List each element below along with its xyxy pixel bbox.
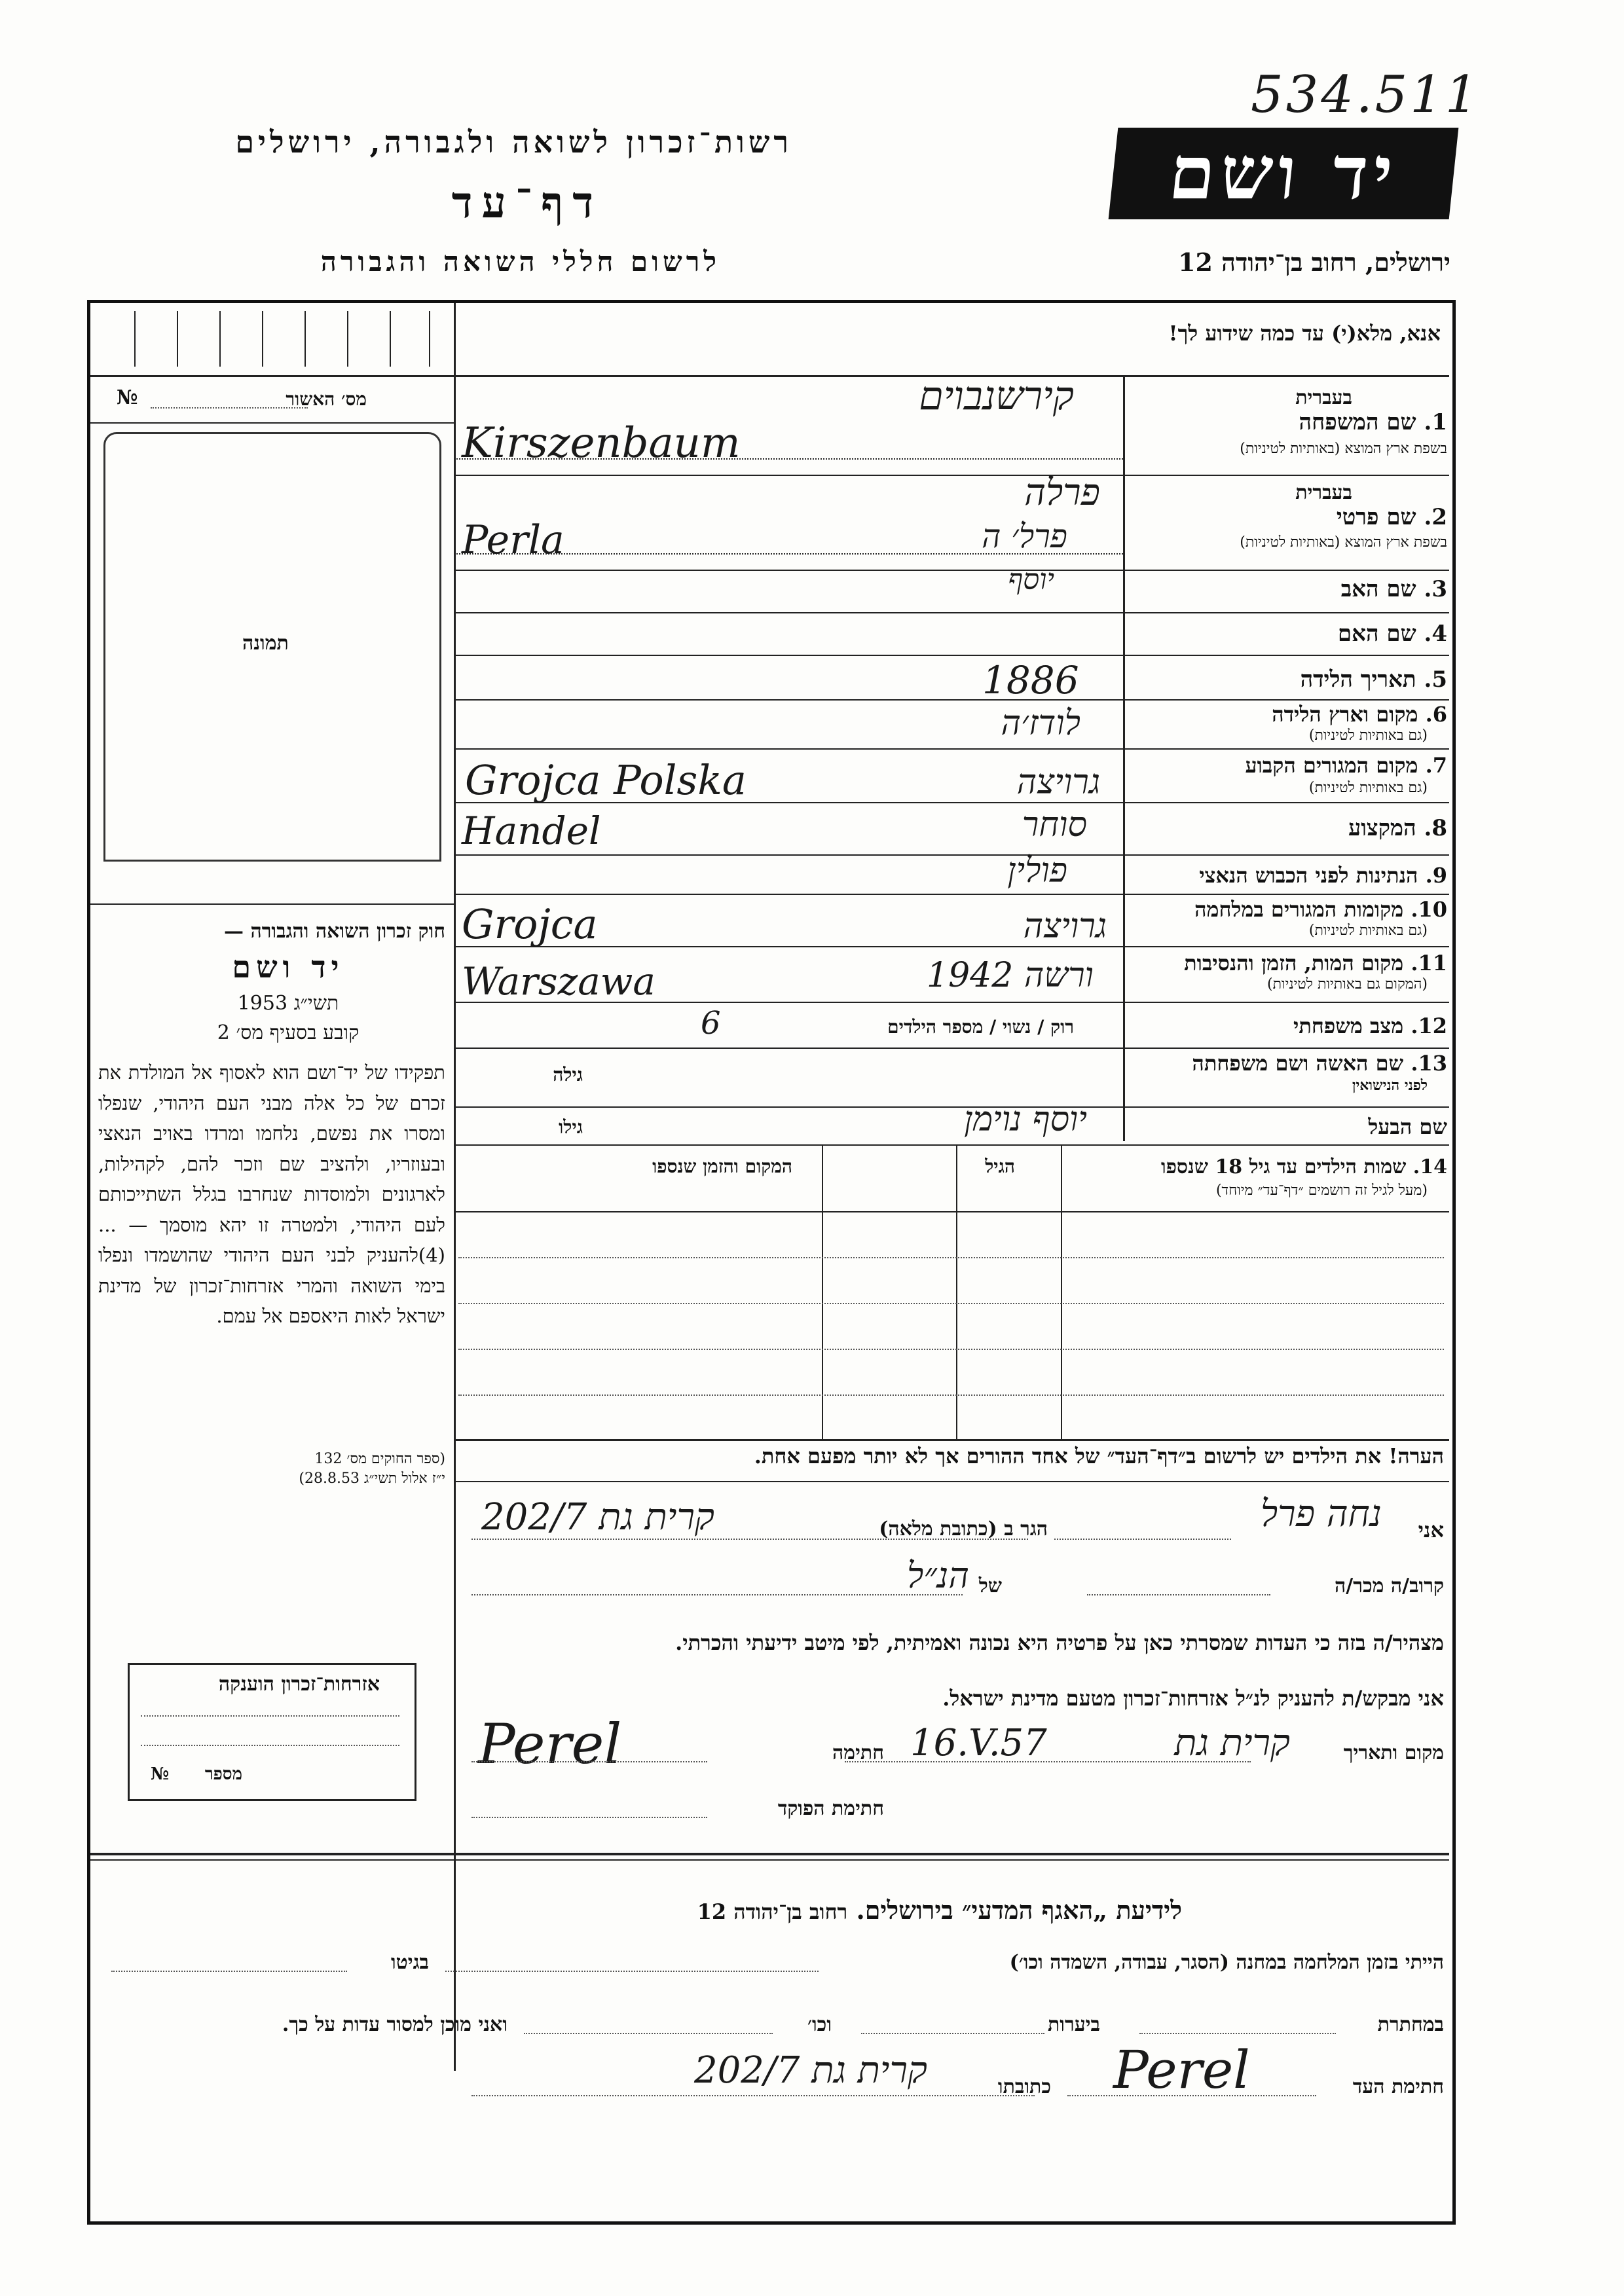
footer-address-label: כתובתו: [997, 2075, 1051, 2098]
law-heading: חוק זכרון השואה והגבורה —: [224, 920, 445, 943]
f13-num: 13.: [1411, 1051, 1447, 1076]
f1-latin-note: בשפת ארץ המוצא (באותיות לטיניות): [1240, 441, 1447, 457]
f11-value-heb: ורשה 1942: [926, 956, 1094, 995]
f7-note: (גם באותיות לטיניות): [1308, 780, 1428, 796]
f7-value-heb: גרויצה: [1016, 763, 1100, 802]
footer-witness-sig-label: חתימת העד: [1352, 2075, 1444, 2098]
f11-note: (המקום גם באותיות לטיניות): [1267, 976, 1428, 993]
f13-label-text: שם האשה ושם משפחתה: [1192, 1051, 1404, 1076]
decl-request: אני מבקש/ת להעניק לנ״ל אזרחות־זכרון מטעם מדינת ישראל.: [942, 1686, 1444, 1711]
f10-label: [1194, 897, 1447, 922]
footer-witness-address: קרית גת 202/7: [694, 2049, 927, 2092]
cert-no-symbol: №: [117, 386, 138, 409]
decl-date-value: 16.V.57: [910, 1722, 1047, 1764]
grid-left-sep: [454, 375, 456, 2071]
decl-relation-label: קרוב/ה מכר/ה: [1335, 1575, 1444, 1597]
f9-value: פולין: [1007, 851, 1067, 890]
f3-num: 3.: [1424, 576, 1447, 602]
f13-label: [1192, 1051, 1447, 1076]
f6-label-text: מקום וארץ הלידה: [1272, 702, 1418, 727]
f1-label-text: שם המשפחה: [1299, 409, 1416, 435]
decl-i-value: נחה פרל: [1260, 1493, 1382, 1535]
f5-value: 1886: [982, 658, 1079, 702]
f4-label: [1338, 621, 1447, 647]
f12-label: [1293, 1013, 1447, 1038]
f2-value-latin: Perla: [462, 517, 564, 563]
law-name: יד ושם: [232, 949, 344, 985]
archive-number: 534.511: [1251, 65, 1481, 124]
f11-label-text: מקום המות, הזמן והנסיבות: [1184, 951, 1404, 975]
f10-num: 10.: [1411, 897, 1447, 922]
law-ref1: (ספר החוקים מס׳ 132: [314, 1451, 445, 1467]
footer-witness-signature: Perel: [1113, 2039, 1250, 2100]
decl-i-label: אני: [1418, 1518, 1444, 1542]
grid-label-sep: [1123, 375, 1125, 1141]
f8-label-text: המקצוע: [1348, 815, 1416, 841]
law-year: [196, 992, 380, 1015]
decl-official-label: חתימת הפוקד: [777, 1797, 884, 1820]
f6-note: (גם באותיות לטיניות): [1308, 727, 1428, 744]
f8-num: 8.: [1424, 815, 1447, 841]
logo-text: יד ושם: [1165, 130, 1402, 216]
f9-label-text: הנתינות לפני הכבוש הנאצי: [1199, 863, 1418, 888]
decl-of-value: הנ״ל: [907, 1555, 969, 1596]
f9-num: 9.: [1425, 863, 1447, 888]
citizenship-no-symbol: №: [151, 1764, 170, 1784]
f8-label: [1348, 815, 1447, 841]
f13-label2: לפני הנישואין: [1352, 1077, 1428, 1094]
f7-label-text: מקום המגורים הקבוע: [1245, 753, 1418, 778]
f10-value-latin: Grojca: [462, 900, 598, 948]
decl-signature-label: חתימה: [832, 1741, 884, 1764]
f5-label-text: תאריך הלידה: [1300, 666, 1416, 693]
f8-value-latin: Handel: [462, 809, 601, 853]
f6-num: 6.: [1425, 702, 1447, 727]
f13b-label: שם הבעל: [1368, 1114, 1447, 1139]
footer-ready-label: ואני מוכן למסור עדות על כך.: [282, 2013, 507, 2036]
photo-label: תמונה: [242, 632, 289, 655]
f11-num: 11.: [1411, 951, 1447, 975]
f2-value-heb2: פרל׳ ה: [982, 517, 1067, 555]
f7-label: [1245, 753, 1447, 778]
f13b-age-label: גילו: [559, 1116, 583, 1138]
f14-label: [1161, 1156, 1447, 1178]
f14-note: (מעל לגיל זה רושמים ״דף־עד״ מיוחד): [1215, 1182, 1428, 1199]
f2-heb-tag: בעברית: [1295, 481, 1352, 504]
footer-forests-label: ביערות: [1047, 2013, 1100, 2036]
footer-heading-text: לידיעת „האגף המדעי״ בירושלים.: [856, 1895, 1182, 1925]
f6-label: [1272, 702, 1447, 727]
f3-label: [1341, 576, 1447, 602]
f4-num: 4.: [1424, 621, 1447, 647]
decl-place-date-label: מקום ותאריך: [1343, 1741, 1444, 1764]
f2-latin-note: בשפת ארץ המוצא (באותיות לטיניות): [1240, 534, 1447, 551]
authority-title: רשות־זכרון לשואה ולגבורה, ירושלים: [235, 124, 792, 160]
f2-num: 2.: [1424, 504, 1447, 530]
f10-value-heb: גרויצה: [1023, 907, 1107, 946]
citizenship-number-label: מספר: [204, 1764, 242, 1784]
f14-num: 14.: [1412, 1156, 1447, 1178]
f2-label: [1337, 504, 1447, 530]
f12-options: רוק / נשוי / מספר הילדים: [887, 1016, 1074, 1038]
f5-label: [1301, 666, 1447, 693]
yad-vashem-logo: [1109, 128, 1459, 219]
law-year-num: 1953: [237, 992, 288, 1015]
f1-label: [1299, 409, 1447, 435]
f12-value: 6: [701, 1005, 721, 1042]
f11-value-latin: Warszawa: [462, 959, 656, 1004]
f9-label: [1199, 863, 1447, 888]
law-ref2: י״ז אלול תשי״ג 28.8.53): [299, 1470, 445, 1487]
f8-value-heb: סוחר: [1022, 805, 1087, 845]
f2-label-text: שם פרטי: [1336, 504, 1416, 530]
footer-underground-label: במחתרת: [1377, 2013, 1444, 2036]
f1-value-latin: Kirszenbaum: [462, 419, 741, 467]
f4-label-text: שם האם: [1337, 621, 1416, 647]
law-text: תפקידו של יד־ושם הוא לאסוף אל המולדת את זכרם של כל אלה מבני העם היהודי, שנפלו ומסרו את נפשם, נלחמו ומרדו באויב הנאצי ובעוזריו, ולהציב שם וזכר להם, לקהילות, לארגונים ולמוסדות שנחרבו בגלל השתייכותם לעם היהודי, ולמטרה זו יהא מוסמך — ...(4)להעניק לבני העם היהודי שהושמדו ונפלו בימי השואה והמרי אזרחות־זכרון של מדינת ישראל לאות היאספם אל עמם.: [98, 1061, 445, 1327]
law-section: קובע בסעיף מס׳ 2: [217, 1021, 360, 1044]
footer-heading: [697, 1895, 1182, 1925]
decl-statement: מצהיר/ה בזה כי העדות שמסרתי כאן על פרטיה היא נכונה ואמיתית, לפי מיטב ידיעתי והכרתי.: [675, 1630, 1444, 1655]
f14-col-place: המקום והזמן שנספו: [652, 1156, 792, 1177]
decl-signature-value: Perel: [478, 1712, 622, 1776]
f11-label: [1184, 951, 1447, 975]
f1-value-heb: קירשנבוים: [919, 373, 1074, 419]
f12-label-text: מצב משפחתי: [1293, 1013, 1404, 1038]
footer-address: רחוב בן־יהודה 12: [697, 1899, 848, 1924]
f12-num: 12.: [1411, 1013, 1447, 1038]
footer-ghetto-label: בגיטו: [390, 1951, 429, 1974]
f1-num: 1.: [1424, 409, 1447, 435]
f6-value: לודז׳ה: [1001, 704, 1080, 743]
f13-age-label: גילה: [553, 1064, 583, 1085]
f14-col-age: הגיל: [985, 1156, 1015, 1177]
f10-label-text: מקומות המגורים במלחמה: [1194, 897, 1404, 922]
law-year-heb: תשי״ג: [293, 992, 339, 1015]
decl-place-date-value: קרית גת: [1174, 1722, 1290, 1764]
footer-etc-label: וכו׳: [807, 2013, 832, 2036]
stub-boxes: [90, 303, 456, 377]
f14-label-text: שמות הילדים עד גיל 18 שנספו: [1160, 1156, 1407, 1178]
f1-heb-tag: בעברית: [1295, 386, 1352, 409]
header-address: ירושלים, רחוב בן־יהודה 12: [1178, 247, 1450, 277]
form-title: דף־עד: [451, 177, 602, 228]
footer-line1: הייתי בזמן המלחמה במחנה (הסגר, עבודה, השמדה וכו׳): [1009, 1951, 1444, 1974]
citizenship-title: אזרחות־זכרון הוענקה: [218, 1673, 380, 1696]
f13b-value: יוסף נוימן: [964, 1100, 1087, 1139]
f3-label-text: שם האב: [1340, 576, 1416, 602]
decl-of-label: של: [978, 1575, 1002, 1597]
note-text: הערה! את הילדים יש לרשום ב״דף־העד״ של אחד ההורים אך לא יותר מפעם אחת.: [754, 1444, 1444, 1468]
f2-value-heb: פרלה: [1024, 471, 1100, 514]
f5-num: 5.: [1424, 666, 1447, 693]
instruction-text: אנא, מלא(י) עד כמה שידוע לך!: [1168, 321, 1441, 346]
f7-value-latin: Grojca Polska: [465, 756, 747, 804]
f10-note: (גם באותיות לטיניות): [1308, 922, 1428, 939]
decl-resides-value: קרית גת 202/7: [481, 1496, 714, 1539]
decl-resides-label: הגר ב (כתובת מלאה): [879, 1518, 1048, 1540]
form-subtitle: לרשום חללי השואה והגבורה: [320, 246, 720, 278]
cert-label: מס׳ האשור: [286, 388, 367, 410]
f7-num: 7.: [1425, 753, 1447, 778]
f3-value: יוסף: [1008, 563, 1054, 596]
